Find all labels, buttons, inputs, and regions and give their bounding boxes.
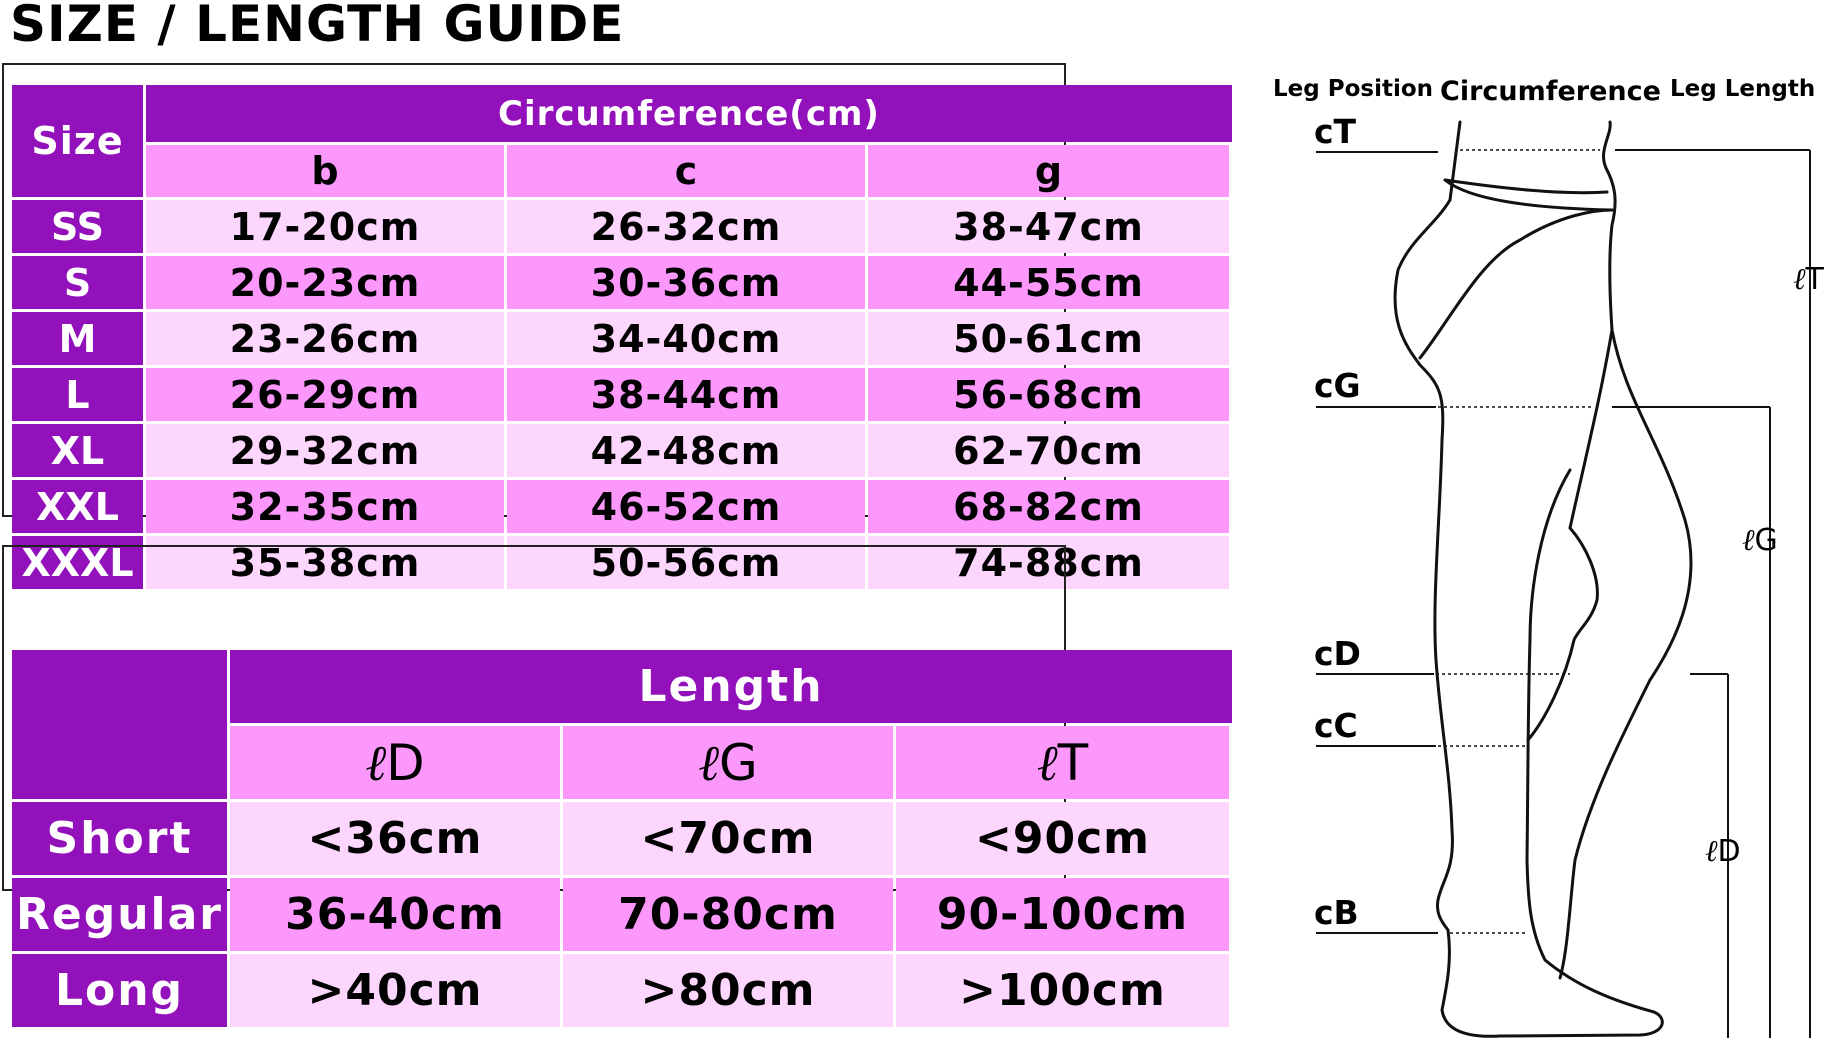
table-cell: 44-55cm (868, 256, 1229, 309)
table-cell: 35-38cm (146, 536, 504, 589)
length-cell: <90cm (896, 802, 1229, 875)
length-ld-label: ℓD (1705, 834, 1741, 869)
length-row-label: Long (12, 954, 227, 1027)
leg-back-outline (1395, 122, 1662, 1036)
position-cd: cD (1314, 634, 1361, 673)
table-cell: 34-40cm (507, 312, 865, 365)
column-header-c: c (507, 145, 865, 197)
circumference-label: Circumference (1440, 76, 1661, 107)
script-l-glyph: ℓ (1036, 733, 1058, 792)
table-cell: 20-23cm (146, 256, 504, 309)
size-cell: S (12, 256, 143, 309)
length-cell: <36cm (230, 802, 560, 875)
size-header: Size (12, 85, 143, 197)
length-cell: >40cm (230, 954, 560, 1027)
table-cell: 30-36cm (507, 256, 865, 309)
table-cell: 38-44cm (507, 368, 865, 421)
length-header: Length (230, 650, 1232, 723)
table-cell: 26-29cm (146, 368, 504, 421)
length-row-label: Regular (12, 878, 227, 951)
table-cell: 74-88cm (868, 536, 1229, 589)
table-cell: 42-48cm (507, 424, 865, 477)
length-cell: 70-80cm (563, 878, 893, 951)
length-cell: 90-100cm (896, 878, 1229, 951)
length-cell: >80cm (563, 954, 893, 1027)
table-cell: 23-26cm (146, 312, 504, 365)
page-title: SIZE / LENGTH GUIDE (10, 0, 625, 53)
position-ct: cT (1314, 112, 1357, 151)
circumference-header: Circumference(cm) (146, 85, 1232, 142)
thigh-line (1570, 330, 1612, 528)
leg-length-label: Leg Length (1670, 76, 1816, 102)
length-lg-label: ℓG (1742, 523, 1778, 558)
table-cell: 29-32cm (146, 424, 504, 477)
position-cb: cB (1314, 893, 1359, 932)
column-header-g: g (868, 145, 1229, 197)
length-letter: G (719, 733, 758, 792)
position-cc: cC (1314, 706, 1358, 745)
column-header-b: b (146, 145, 504, 197)
table-cell: 38-47cm (868, 200, 1229, 253)
table-cell: 46-52cm (507, 480, 865, 533)
length-cell: 36-40cm (230, 878, 560, 951)
length-cell: >100cm (896, 954, 1229, 1027)
length-lt-label: ℓT (1793, 262, 1824, 297)
table-cell: 56-68cm (868, 368, 1229, 421)
size-cell: L (12, 368, 143, 421)
position-cg: cG (1314, 366, 1361, 405)
length-row-label: Short (12, 802, 227, 875)
table-cell: 68-82cm (868, 480, 1229, 533)
table-cell: 50-61cm (868, 312, 1229, 365)
leg-position-label: Leg Position (1273, 76, 1434, 102)
script-l-glyph: ℓ (365, 733, 387, 792)
table-cell: 17-20cm (146, 200, 504, 253)
table-cell: 32-35cm (146, 480, 504, 533)
size-cell: XXXL (12, 536, 143, 589)
waistband-outline (1445, 180, 1612, 210)
size-cell: SS (12, 200, 143, 253)
length-cell: <70cm (563, 802, 893, 875)
table-cell: 26-32cm (507, 200, 865, 253)
length-letter: D (386, 733, 425, 792)
script-l-glyph: ℓ (698, 733, 720, 792)
table-cell: 50-56cm (507, 536, 865, 589)
length-letter: T (1057, 733, 1089, 792)
size-cell: XL (12, 424, 143, 477)
size-cell: M (12, 312, 143, 365)
leg-front-outline (1560, 122, 1691, 978)
table-cell: 62-70cm (868, 424, 1229, 477)
panty-line (1420, 210, 1612, 358)
size-cell: XXL (12, 480, 143, 533)
